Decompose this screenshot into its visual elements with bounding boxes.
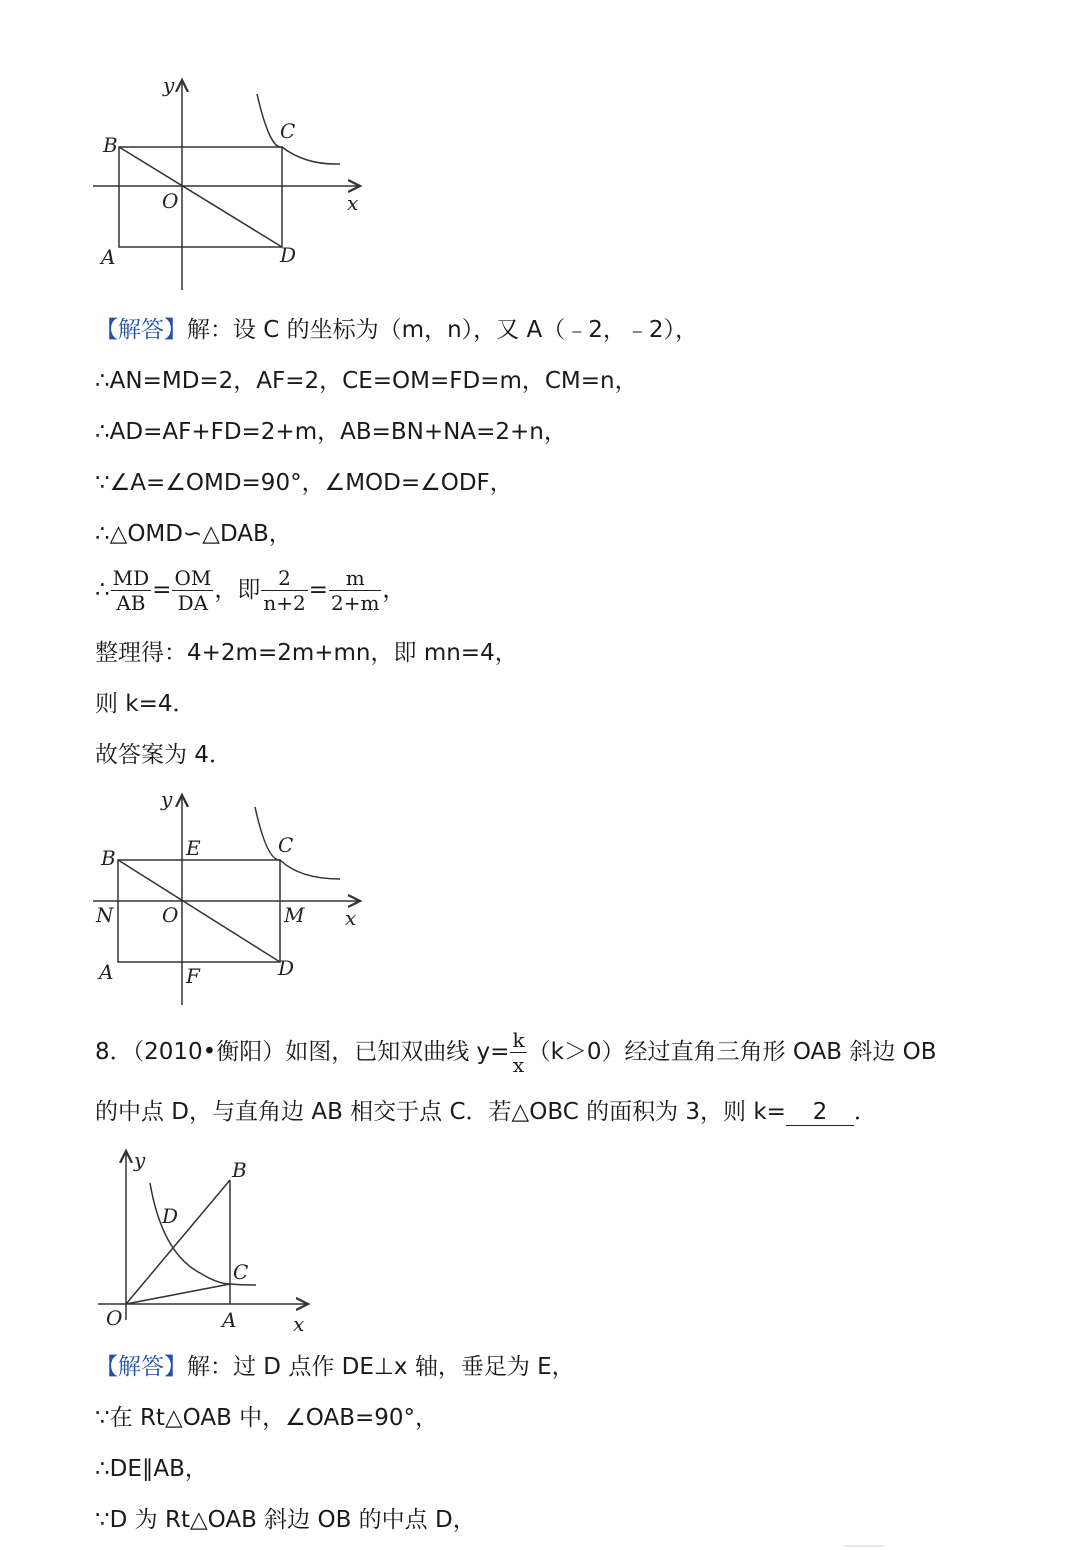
label-o: O — [162, 189, 179, 213]
problem8-line2 — [95, 1096, 877, 1128]
connector-text: ，即 — [214, 577, 261, 603]
fraction-denominator: AB — [116, 591, 146, 615]
fraction-numerator: k — [512, 1028, 525, 1052]
solution-tag: 【解答】 — [95, 317, 187, 343]
label-b: B — [232, 1158, 247, 1182]
label-b: B — [101, 846, 116, 870]
equals-sign: = — [308, 577, 328, 603]
label-d: D — [162, 1204, 179, 1228]
label-n: N — [96, 903, 114, 927]
label-a: A — [222, 1308, 237, 1332]
label-c: C — [233, 1260, 249, 1284]
solution1-line8: 则 k=4． — [95, 691, 196, 717]
label-o: O — [106, 1306, 123, 1330]
fraction-numerator: OM — [174, 566, 212, 590]
solution1-line4: ∵∠A=∠OMD=90°，∠MOD=∠ODF， — [95, 470, 513, 496]
solution1-line1 — [95, 314, 698, 346]
label-f: F — [186, 964, 200, 988]
hypotenuse-ob — [126, 1180, 230, 1304]
fraction-denominator: 2+m — [330, 591, 380, 615]
label-c: C — [278, 833, 294, 857]
problem8-text1: 8．（2010•衡阳）如图，已知双曲线 y= — [95, 1039, 510, 1065]
solution1-line5: ∴△OMD∽△DAB， — [95, 521, 292, 547]
fraction-md-ab — [111, 566, 152, 615]
therefore-symbol: ∴ — [95, 577, 110, 603]
fraction-k-x — [510, 1028, 526, 1077]
answer-blank: 2 — [786, 1099, 854, 1126]
label-e: E — [186, 836, 201, 860]
hyperbola-curve — [257, 94, 340, 164]
label-y: y — [161, 787, 173, 811]
solution2-line1 — [95, 1351, 575, 1383]
solution2-line4: ∵D 为 Rt△OAB 斜边 OB 的中点 D， — [95, 1507, 476, 1533]
label-a: A — [99, 960, 114, 984]
fraction-denominator: x — [512, 1053, 525, 1077]
fraction-numerator: m — [329, 566, 381, 591]
fraction-denominator: DA — [177, 591, 209, 615]
solution1-line7: 整理得：4+2m=2m+mn，即 mn=4， — [95, 640, 518, 666]
fraction-denominator: n+2 — [263, 591, 306, 615]
label-x: x — [347, 191, 359, 215]
solution1-line6-fractions — [95, 566, 405, 615]
equals-sign: = — [152, 577, 172, 603]
solution-tag: 【解答】 — [95, 1354, 187, 1380]
solution1-line9: 故答案为 4． — [95, 742, 232, 768]
fraction-numerator: 2 — [261, 566, 307, 591]
figure-2-rectangle-hyperbola-labeled — [85, 785, 385, 1010]
fraction-numerator: MD — [112, 566, 150, 590]
problem8-text1b: （k＞0）经过直角三角形 OAB 斜边 OB — [527, 1039, 937, 1065]
period: ． — [853, 1099, 877, 1125]
label-d: D — [280, 243, 297, 267]
hyperbola-curve — [255, 807, 340, 879]
diagonal-bd — [118, 860, 280, 962]
solution1-line3: ∴AD=AF+FD=2+m，AB=BN+NA=2+n， — [95, 419, 567, 445]
label-o: O — [162, 903, 179, 927]
label-d: D — [278, 956, 295, 980]
label-m: M — [284, 903, 305, 927]
problem8-text2: 的中点 D，与直角边 AB 相交于点 C．若△OBC 的面积为 3，则 k= — [95, 1099, 786, 1125]
problem8-line1 — [95, 1028, 937, 1077]
solution1-text1: 解：设 C 的坐标为（m，n），又 A（﹣2，﹣2）， — [187, 317, 698, 343]
fraction-m-2m — [329, 566, 381, 615]
label-b: B — [103, 133, 118, 157]
solution1-line2: ∴AN=MD=2，AF=2，CE=OM=FD=m，CM=n， — [95, 368, 638, 394]
label-x: x — [293, 1312, 305, 1336]
fraction-om-da — [172, 566, 213, 615]
solution2-line2: ∵在 Rt△OAB 中，∠OAB=90°， — [95, 1405, 439, 1431]
figure-1-rectangle-hyperbola — [85, 70, 385, 295]
comma: ， — [382, 577, 406, 603]
fraction-2-n2 — [261, 566, 307, 615]
label-x: x — [345, 906, 357, 930]
segment-oc — [126, 1284, 230, 1304]
solution2-line3: ∴DE∥AB， — [95, 1456, 208, 1482]
figure-3-right-triangle-hyperbola — [90, 1145, 330, 1345]
label-y: y — [134, 1148, 146, 1172]
solution2-text1: 解：过 D 点作 DE⊥x 轴，垂足为 E， — [187, 1354, 575, 1380]
label-a: A — [101, 245, 116, 269]
label-y: y — [163, 73, 175, 97]
label-c: C — [280, 119, 296, 143]
diagonal-bd — [119, 147, 282, 247]
faint-page-mark — [844, 1545, 884, 1547]
